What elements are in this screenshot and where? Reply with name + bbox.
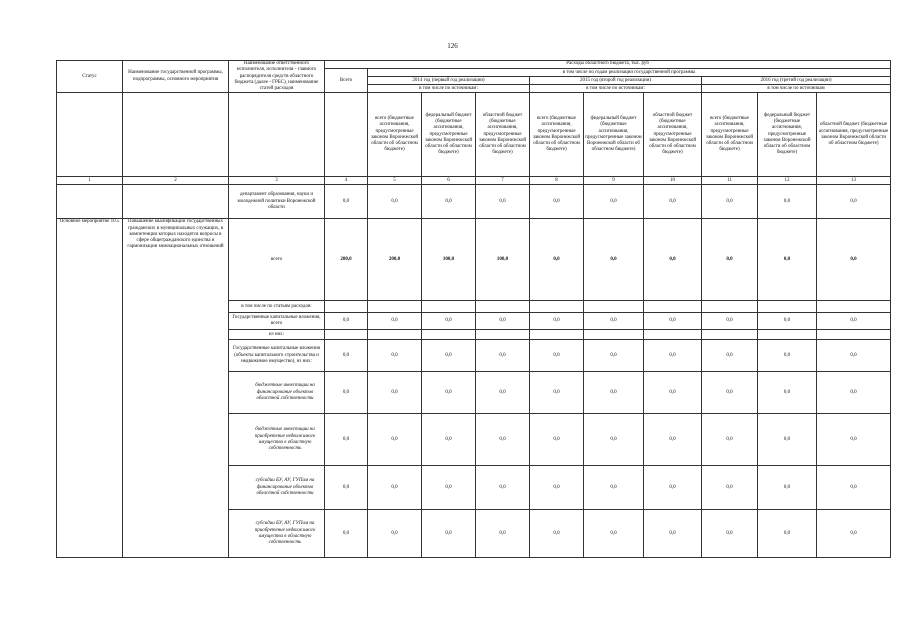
row-value-cell: 0,0 <box>325 510 368 558</box>
row-value-cell: 0,0 <box>644 510 702 558</box>
header-blank <box>325 93 368 177</box>
row-value-cell: 100,0 <box>476 219 530 301</box>
row-value-cell <box>530 301 584 313</box>
row-value-cell: 0,0 <box>644 185 702 219</box>
row-value-cell: 0,0 <box>584 372 644 414</box>
row-value-cell: 0,0 <box>758 466 817 510</box>
row-value-cell: 0,0 <box>584 510 644 558</box>
row-value-cell: 0,0 <box>817 185 891 219</box>
row-value-cell: 0,0 <box>325 313 368 330</box>
row-value-cell: 0,0 <box>530 414 584 466</box>
column-number: 9 <box>584 177 644 185</box>
row-value-cell <box>368 330 422 340</box>
row-value-cell: 0,0 <box>702 185 758 219</box>
row-value-cell: 0,0 <box>584 219 644 301</box>
row-value-cell <box>584 301 644 313</box>
row-value-cell: 0,0 <box>422 185 476 219</box>
column-number: 8 <box>530 177 584 185</box>
header-2015-federal: федеральный бюджет (бюджетные ассигнования, предусмотренные законом Воронежской области об областном бюджете) <box>584 93 644 177</box>
row-value-cell: 0,0 <box>530 372 584 414</box>
row-value-cell: 0,0 <box>530 466 584 510</box>
row-executor: Государственные капитальные вложения (объекты капитального строительства и недвижимое имущество), из них: <box>229 340 325 372</box>
row-value-cell: 200,0 <box>368 219 422 301</box>
header-2015-regional: областной бюджет (бюджетные ассигнования, предусмотренные законом Воронежской области об областном бюджете) <box>644 93 702 177</box>
row-value-cell <box>758 330 817 340</box>
table-row <box>57 219 891 301</box>
row-value-cell: 0,0 <box>476 185 530 219</box>
row-value-cell <box>702 301 758 313</box>
row-value-cell: 0,0 <box>817 313 891 330</box>
row-value-cell: 0,0 <box>584 185 644 219</box>
row-value-cell: 0,0 <box>368 185 422 219</box>
row-executor: субсидии БУ, АУ, ГУПам на приобретение недвижимого имущества в областную собственность <box>229 510 325 558</box>
row-value-cell: 0,0 <box>702 340 758 372</box>
row-value-cell <box>702 330 758 340</box>
row-value-cell: 0,0 <box>644 466 702 510</box>
row-program-name: Повышение квалификации государственных гражданских и муниципальных служащих, в компетенции которых находятся вопросы в сфере общегражданского единства и гармонизации межнациональных отношений <box>123 219 229 558</box>
row-value-cell: 0,0 <box>758 313 817 330</box>
row-value-cell: 0,0 <box>702 414 758 466</box>
row-value-cell: 0,0 <box>530 340 584 372</box>
row-value-cell: 0,0 <box>817 510 891 558</box>
row-value-cell: 0,0 <box>368 414 422 466</box>
budget-table <box>56 60 891 558</box>
row-value-cell: 0,0 <box>817 372 891 414</box>
column-number: 1 <box>57 177 123 185</box>
column-number: 7 <box>476 177 530 185</box>
header-year-2014: 2014 год (первый год реализации) <box>368 77 530 85</box>
row-value-cell: 0,0 <box>476 510 530 558</box>
row-value-cell: 0,0 <box>644 340 702 372</box>
row-value-cell: 0,0 <box>817 466 891 510</box>
row-value-cell <box>584 330 644 340</box>
row-value-cell: 0,0 <box>476 414 530 466</box>
header-blank <box>123 93 229 177</box>
row-value-cell: 0,0 <box>758 185 817 219</box>
header-2014-federal: федеральный бюджет (бюджетные ассигнования, предусмотренные законом Воронежской области об областном бюджете) <box>422 93 476 177</box>
row-value-cell: 0,0 <box>422 466 476 510</box>
row-value-cell: 0,0 <box>530 219 584 301</box>
column-number: 2 <box>123 177 229 185</box>
row-value-cell: 0,0 <box>584 466 644 510</box>
column-number: 11 <box>702 177 758 185</box>
row-value-cell: 0,0 <box>325 340 368 372</box>
row-value-cell <box>325 330 368 340</box>
row-executor: Государственные капитальные вложения, всего <box>229 313 325 330</box>
row-value-cell <box>530 330 584 340</box>
row-value-cell: 0,0 <box>758 340 817 372</box>
header-year-2016: 2016 год (третий год реализации) <box>702 77 891 85</box>
header-sources-2014: в том числе по источникам: <box>368 85 530 93</box>
row-value-cell: 0,0 <box>325 372 368 414</box>
header-total: Всего <box>325 69 368 93</box>
header-2014-total: всего (бюджетные ассигнования, предусмотренные законом Воронежской области об областном бюджете) <box>368 93 422 177</box>
row-value-cell: 0,0 <box>422 510 476 558</box>
row-value-cell: 0,0 <box>368 313 422 330</box>
row-value-cell: 0,0 <box>644 414 702 466</box>
row-value-cell: 0,0 <box>758 372 817 414</box>
column-number: 13 <box>817 177 891 185</box>
header-sources-2016: в том числе по источникам <box>702 85 891 93</box>
row-executor: бюджетные инвестиции на финансирование объектов областной собственности <box>229 372 325 414</box>
row-value-cell <box>368 301 422 313</box>
row-value-cell: 0,0 <box>422 340 476 372</box>
row-value-cell: 0,0 <box>476 340 530 372</box>
row-value-cell: 0,0 <box>702 466 758 510</box>
row-value-cell: 0,0 <box>817 340 891 372</box>
row-value-cell: 0,0 <box>368 372 422 414</box>
row-value-cell <box>817 301 891 313</box>
row-executor: субсидии БУ, АУ, ГУПам на финансирование объектов областной собственности <box>229 466 325 510</box>
row-value-cell: 0,0 <box>702 313 758 330</box>
row-status <box>57 185 123 219</box>
row-value-cell <box>644 330 702 340</box>
column-number: 6 <box>422 177 476 185</box>
row-executor: в том числе по статьям расходов: <box>229 301 325 313</box>
column-number: 4 <box>325 177 368 185</box>
row-value-cell: 0,0 <box>702 372 758 414</box>
row-value-cell <box>325 301 368 313</box>
row-value-cell: 0,0 <box>817 414 891 466</box>
row-value-cell <box>758 301 817 313</box>
row-value-cell: 200,0 <box>325 219 368 301</box>
header-program-name: Наименование государственной программы, подпрограммы, основного мероприятия <box>123 61 229 93</box>
column-number: 5 <box>368 177 422 185</box>
row-value-cell: 0,0 <box>325 185 368 219</box>
row-value-cell: 0,0 <box>758 510 817 558</box>
row-value-cell: 0,0 <box>644 313 702 330</box>
row-name <box>123 185 229 219</box>
row-value-cell: 0,0 <box>422 313 476 330</box>
row-value-cell: 0,0 <box>530 185 584 219</box>
header-status: Статус <box>57 61 123 93</box>
row-value-cell <box>422 301 476 313</box>
table-body <box>57 185 891 558</box>
row-value-cell: 0,0 <box>476 466 530 510</box>
header-2014-regional: областной бюджет (бюджетные ассигнования, предусмотренные законом Воронежской области об областном бюджете) <box>476 93 530 177</box>
header-2016-total: всего (бюджетные ассигнования, предусмотренные законом Воронежской области об областном бюджете) <box>702 93 758 177</box>
row-value-cell: 0,0 <box>476 372 530 414</box>
header-by-years: в том числе по годам реализации государственной программы <box>368 69 891 77</box>
row-value-cell: 0,0 <box>325 466 368 510</box>
row-value-cell: 0,0 <box>325 414 368 466</box>
column-number: 3 <box>229 177 325 185</box>
row-value-cell: 0,0 <box>758 219 817 301</box>
row-value-cell: 0,0 <box>422 414 476 466</box>
row-value-cell: 0,0 <box>368 466 422 510</box>
header-blank <box>229 93 325 177</box>
column-number: 10 <box>644 177 702 185</box>
header-year-2015: 2015 год (второй год реализации) <box>530 77 702 85</box>
column-number: 12 <box>758 177 817 185</box>
row-executor: департамент образования, науки и молодежной политики Воронежской области <box>229 185 325 219</box>
row-value-cell: 0,0 <box>422 372 476 414</box>
header-2016-regional: областной бюджет (бюджетные ассигнования, предусмотренные законом Воронежской области об областном бюджете) <box>817 93 891 177</box>
header-blank <box>57 93 123 177</box>
row-value-cell: 100,0 <box>422 219 476 301</box>
header-2015-total: всего (бюджетные ассигнования, предусмотренные законом Воронежской области об областном бюджете) <box>530 93 584 177</box>
row-status: Основное мероприятие 10.5 <box>57 219 123 558</box>
row-value-cell <box>476 330 530 340</box>
row-value-cell: 0,0 <box>817 219 891 301</box>
row-executor: из них: <box>229 330 325 340</box>
row-value-cell: 0,0 <box>368 510 422 558</box>
row-value-cell <box>476 301 530 313</box>
row-value-cell <box>817 330 891 340</box>
row-value-cell: 0,0 <box>584 340 644 372</box>
row-executor: бюджетные инвестиции на приобретение недвижимого имущества в областную собственность <box>229 414 325 466</box>
table-row <box>57 185 891 219</box>
header-expenses: Расходы областного бюджета, тыс. руб <box>325 61 891 69</box>
page-number: 126 <box>447 42 458 50</box>
header-2016-federal: федеральный бюджет (бюджетные ассигнования, предусмотренные законом Воронежской области об областном бюджете) <box>758 93 817 177</box>
row-value-cell: 0,0 <box>530 313 584 330</box>
row-value-cell <box>644 301 702 313</box>
row-value-cell: 0,0 <box>758 414 817 466</box>
row-value-cell: 0,0 <box>702 510 758 558</box>
row-value-cell: 0,0 <box>702 219 758 301</box>
row-value-cell: 0,0 <box>368 340 422 372</box>
row-value-cell: 0,0 <box>644 219 702 301</box>
header-executor: Наименование ответственного исполнителя, исполнителя - главного распорядителя средств областного бюджета (далее - ГРБС), наименование статей расходов <box>229 61 325 93</box>
row-value-cell: 0,0 <box>476 313 530 330</box>
row-executor: всего <box>229 219 325 301</box>
row-value-cell: 0,0 <box>644 372 702 414</box>
row-value-cell: 0,0 <box>584 414 644 466</box>
row-value-cell: 0,0 <box>530 510 584 558</box>
row-value-cell: 0,0 <box>584 313 644 330</box>
row-value-cell <box>422 330 476 340</box>
header-sources-2015: в том числе по источникам: <box>530 85 702 93</box>
